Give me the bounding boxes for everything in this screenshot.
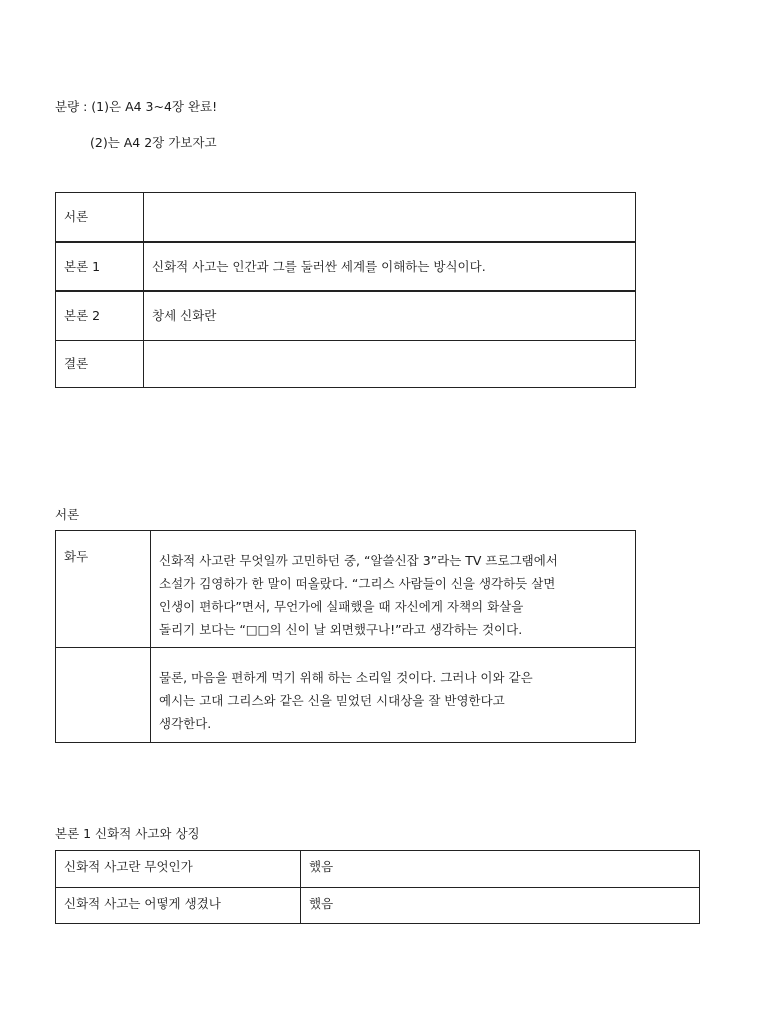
body1-table — [55, 850, 700, 924]
intro-line: 생각한다. — [159, 716, 212, 731]
intro-line: 돌리기 보다는 “□□의 신이 날 외면했구나!”라고 생각하는 것이다. — [159, 622, 523, 637]
outline-row — [56, 341, 636, 388]
intro-row — [56, 531, 636, 648]
outline-content: 창세 신화란 — [144, 291, 636, 341]
outline-table — [55, 192, 636, 388]
outline-content — [144, 341, 636, 388]
outline-label: 서론 — [56, 193, 144, 243]
intro-label: 화두 — [56, 531, 151, 648]
intro-body — [151, 531, 636, 648]
outline-row — [56, 291, 636, 341]
header-line-1: 분량 : (1)은 A4 3~4장 완료! — [55, 99, 218, 114]
outline-content: 신화적 사고는 인간과 그를 둘러싼 세계를 이해하는 방식이다. — [144, 242, 636, 291]
outline-label: 결론 — [56, 341, 144, 388]
body1-answer: 했음 — [301, 851, 700, 888]
intro-heading: 서론 — [55, 507, 80, 522]
intro-label — [56, 648, 151, 743]
body1-row — [56, 851, 700, 888]
body1-answer: 했음 — [301, 888, 700, 924]
body1-question: 신화적 사고란 무엇인가 — [56, 851, 301, 888]
intro-body — [151, 648, 636, 743]
outline-label: 본론 1 — [56, 242, 144, 291]
intro-line: 신화적 사고란 무엇일까 고민하던 중, “알쓸신잡 3”라는 TV 프로그램에서 — [159, 553, 558, 568]
body1-heading: 본론 1 신화적 사고와 상징 — [55, 826, 200, 841]
outline-content — [144, 193, 636, 243]
outline-row — [56, 242, 636, 291]
body1-row — [56, 888, 700, 924]
header-line-2: (2)는 A4 2장 가보자고 — [90, 135, 217, 150]
outline-label: 본론 2 — [56, 291, 144, 341]
body1-question: 신화적 사고는 어떻게 생겼나 — [56, 888, 301, 924]
intro-line: 인생이 편하다”면서, 무언가에 실패했을 때 자신에게 자책의 화살을 — [159, 599, 524, 614]
outline-row — [56, 193, 636, 243]
intro-line: 소설가 김영하가 한 말이 떠올랐다. “그리스 사람들이 신을 생각하듯 살면 — [159, 576, 556, 591]
intro-table — [55, 530, 636, 743]
intro-row — [56, 648, 636, 743]
intro-line: 물론, 마음을 편하게 먹기 위해 하는 소리일 것이다. 그러나 이와 같은 — [159, 670, 533, 685]
intro-line: 예시는 고대 그리스와 같은 신을 믿었던 시대상을 잘 반영한다고 — [159, 693, 505, 708]
